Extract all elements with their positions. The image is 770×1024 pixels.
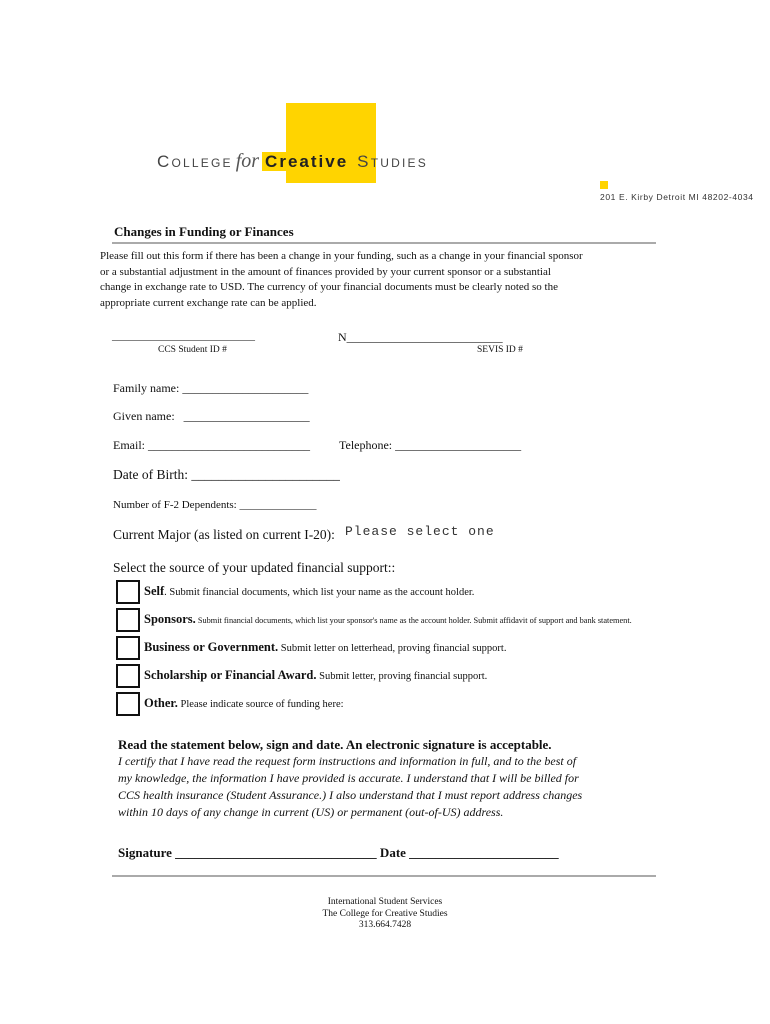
current-major-label: Current Major (as listed on current I-20): [113,527,335,542]
family-name-field[interactable]: Family name: _____________________ [113,381,309,395]
instruction-line: change in exchange rate to USD. The currency of your financial documents must be clearly noted so the [100,281,558,293]
statement-line: my knowledge, the information I have provided is accurate. I understand that I will be billed for [118,771,579,785]
title-divider [112,242,656,244]
option-other [144,696,344,711]
footer-phone: 313.664.7428 [358,920,412,930]
instruction-line: appropriate current exchange rate can be applied. [100,296,317,309]
college-logo [157,150,428,173]
current-major-select[interactable]: Please select one [345,524,495,539]
option-business-government [144,640,506,655]
option-self-text: . Submit financial documents, which list your name as the account holder. [164,587,475,598]
statement-line: within 10 days of any change in current (US) or permanent (out-of-US) address. [118,805,504,819]
option-sponsors-text: Submit financial documents, which list your sponsor's name as the account holder. Submit affidavit of support and bank statement. [195,616,632,625]
student-id-label: CCS Student ID # [158,345,227,355]
statement-heading: Read the statement below, sign and date. An electronic signature is acceptable. [118,737,552,752]
instruction-line: or a substantial adjustment in the amount of finances provided by your current sponsor or a substantial [100,265,551,278]
option-scholarship [144,668,487,683]
certification-statement [118,753,658,821]
option-business-government-text: Submit letter on letterhead, proving financial support. [278,643,507,654]
footer [0,897,770,932]
option-other-title: Other. [144,696,178,710]
option-sponsors [144,612,632,627]
option-self-title: Self [144,584,165,598]
college-address: 201 E. Kirby Detroit MI 48202-4034 [600,192,754,202]
f2-dependents-field[interactable]: Number of F-2 Dependents: ______________ [113,499,317,511]
form-title: Changes in Funding or Finances [114,224,294,239]
funding-source-heading: Select the source of your updated financial support:: [113,560,396,575]
option-business-government-title: Business or Government. [144,640,279,654]
other-checkbox[interactable] [116,692,140,716]
option-other-text: Please indicate source of funding here: [177,699,344,710]
student-id-field[interactable]: __________________________ [112,330,255,342]
statement-line: I certify that I have read the request form instructions and information in full, and to the best of [118,754,577,768]
business-government-checkbox[interactable] [116,636,140,660]
footer-college: The College for Creative Studies [322,908,448,919]
option-sponsors-title: Sponsors. [144,612,196,626]
scholarship-checkbox[interactable] [116,664,140,688]
option-scholarship-text: Submit letter, proving financial support. [316,671,488,682]
email-field[interactable]: Email: ___________________________ [113,438,310,452]
signature-date-field[interactable]: Signature _______________________________ Date _______________________ [118,845,559,860]
statement-line: CCS health insurance (Student Assurance.) I also understand that I must report address changes [118,788,583,802]
form-instructions [100,249,662,311]
sponsors-checkbox[interactable] [116,608,140,632]
sevis-id-field[interactable]: N__________________________ [338,330,503,344]
option-self [144,584,474,599]
given-name-field[interactable]: Given name: _____________________ [113,409,310,423]
sevis-id-label: SEVIS ID # [477,345,523,355]
logo-creative-word: Creative [262,152,351,171]
logo-college-word: College [157,152,233,171]
logo-for-word: for [235,150,260,172]
logo-studies-word: Studies [357,152,428,171]
instruction-line: Please fill out this form if there has been a change in your funding, such as a change in your financial sponsor [100,250,583,262]
address-yellow-square [600,181,608,189]
self-checkbox[interactable] [116,580,140,604]
telephone-field[interactable]: Telephone: _____________________ [339,438,522,452]
footer-office: International Student Services [327,897,443,907]
option-scholarship-title: Scholarship or Financial Award. [144,668,317,682]
signature-divider [112,875,656,877]
date-of-birth-field[interactable]: Date of Birth: ______________________ [113,467,340,482]
